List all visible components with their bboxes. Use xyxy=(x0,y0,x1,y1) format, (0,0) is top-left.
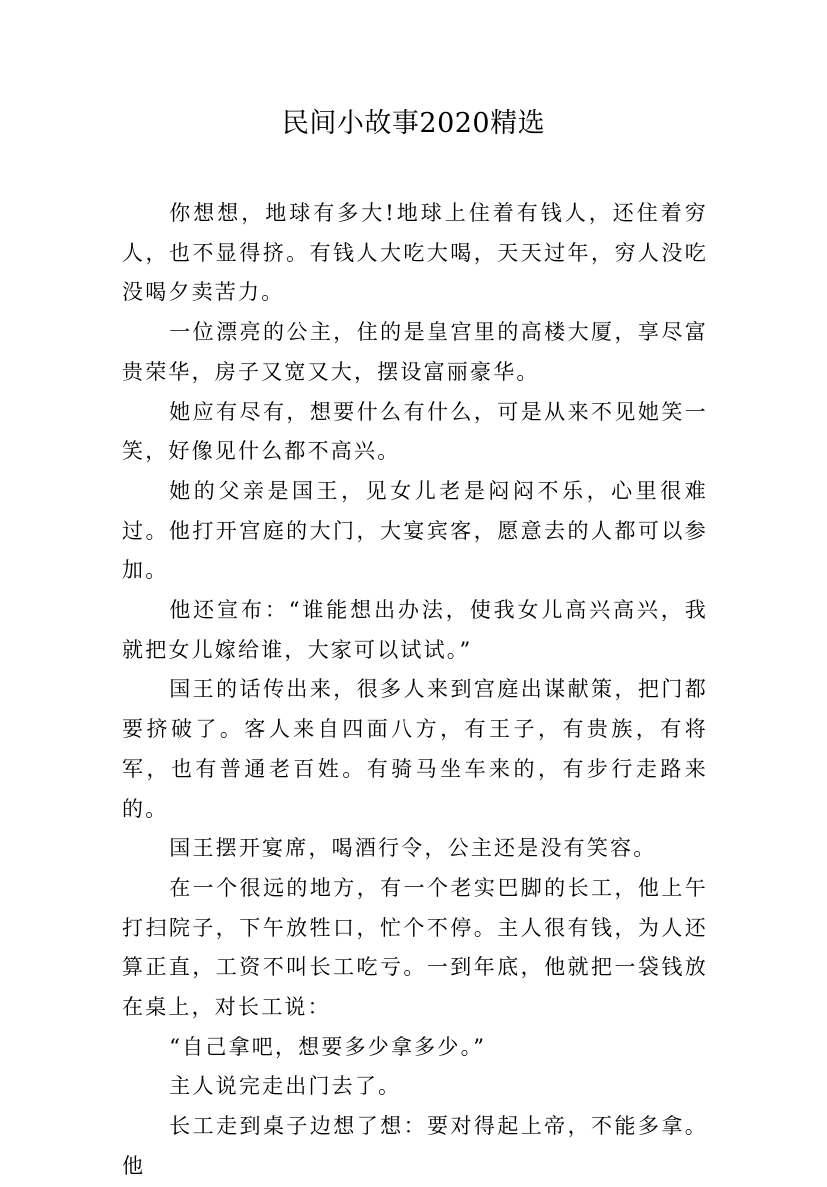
paragraph: 她的父亲是国王，见女儿老是闷闷不乐，心里很难过。他打开宫庭的大门，大宴宾客，愿意去的人都可以参加。 xyxy=(122,478,708,583)
paragraph: 你想想，地球有多大!地球上住着有钱人，还住着穷人，也不显得挤。有钱人大吃大喝，天天过年，穷人没吃没喝夕卖苦力。 xyxy=(122,201,708,305)
paragraph: 长工走到桌子边想了想：要对得起上帝，不能多拿。他 xyxy=(122,1114,708,1178)
paragraph: 他还宣布：“谁能想出办法，使我女儿高兴高兴，我就把女儿嫁给谁，大家可以试试。” xyxy=(122,598,708,662)
paragraph: “自己拿吧，想要多少拿多少。” xyxy=(169,1034,487,1059)
paragraph: 她应有尽有，想要什么有什么，可是从来不见她笑一笑，好像见什么都不高兴。 xyxy=(122,399,708,464)
paragraph: 在一个很远的地方，有一个老实巴脚的长工，他上午打扫院子，下午放牲口，忙个不停。主人很有钱，为人还算正直，工资不叫长工吃亏。一到年底，他就把一袋钱放在桌上，对长工说： xyxy=(122,875,708,1020)
paragraph: 主人说完走出门去了。 xyxy=(169,1074,402,1099)
paragraph: 一位漂亮的公主，住的是皇宫里的高楼大厦，享尽富贵荣华，房子又宽又大，摆设富丽豪华。 xyxy=(122,320,708,384)
paragraph: 国王摆开宴席，喝酒行令，公主还是没有笑容。 xyxy=(169,836,657,861)
document-body xyxy=(122,194,708,1187)
document-title: 民间小故事2020精选 xyxy=(281,108,546,139)
paragraph: 国王的话传出来，很多人来到宫庭出谋献策，把门都要挤破了。客人来自四面八方，有王子，有贵族，有将军，也有普通老百姓。有骑马坐车来的，有步行走路来的。 xyxy=(122,677,708,821)
